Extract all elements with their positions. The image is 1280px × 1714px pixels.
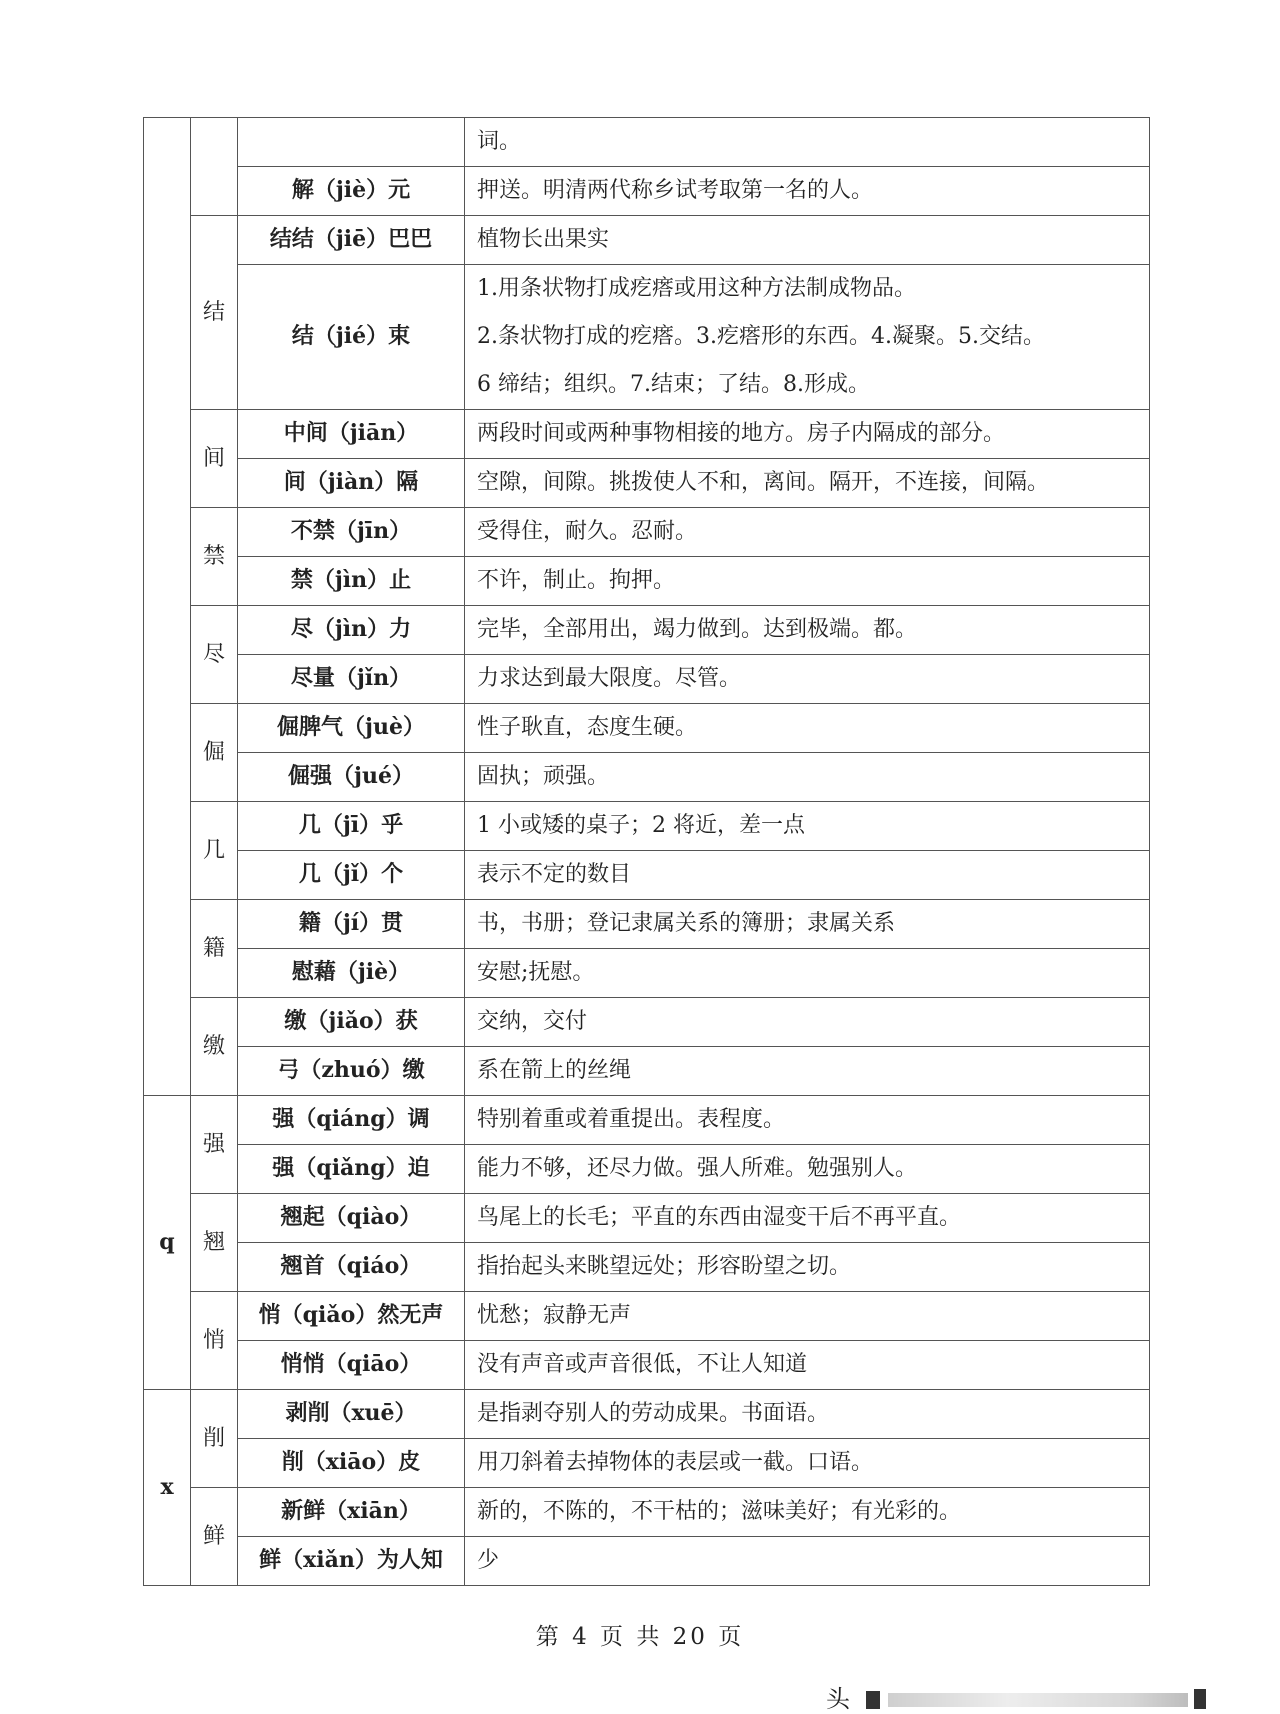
char-cell: 结 [191,216,238,410]
meaning-cell: 性子耿直，态度生硬。 [465,704,1150,753]
watermark-text: 头 [826,1685,850,1713]
char-cell: 强 [191,1096,238,1194]
table-row [144,1096,1150,1145]
word-cell: 倔强（jué） [238,753,465,802]
table-row [144,216,1150,265]
meaning-cell: 少 [465,1537,1150,1586]
meaning-line: 2.条状物打成的疙瘩。3.疙瘩形的东西。4.凝聚。5.交结。 [477,324,1045,349]
meaning-cell: 植物长出果实 [465,216,1150,265]
table-row [144,949,1150,998]
meaning-cell: 忧愁；寂静无声 [465,1292,1150,1341]
meaning-cell: 不许，制止。拘押。 [465,557,1150,606]
word-cell: 新鲜（xiān） [238,1488,465,1537]
meaning-cell: 力求达到最大限度。尽管。 [465,655,1150,704]
word-cell: 几（jǐ）个 [238,851,465,900]
table-row [144,1390,1150,1439]
word-cell: 解（jiè）元 [238,167,465,216]
table-row [144,1145,1150,1194]
word-cell: 倔脾气（juè） [238,704,465,753]
word-cell: 削（xiāo）皮 [238,1439,465,1488]
meaning-cell: 词。 [465,118,1150,167]
word-cell: 不禁（jīn） [238,508,465,557]
word-cell: 悄悄（qiāo） [238,1341,465,1390]
table-row [144,118,1150,167]
table-row [144,1488,1150,1537]
word-cell: 几（jī）乎 [238,802,465,851]
table-row [144,1537,1150,1586]
word-cell: 慰藉（jiè） [238,949,465,998]
page-number: 第 4 页 共 20 页 [535,1624,745,1650]
char-cell: 尽 [191,606,238,704]
char-cell: 翘 [191,1194,238,1292]
char-cell: 鲜 [191,1488,238,1586]
meaning-cell: 新的，不陈的，不干枯的；滋味美好；有光彩的。 [465,1488,1150,1537]
table-row [144,1292,1150,1341]
word-cell: 悄（qiǎo）然无声 [238,1292,465,1341]
table-row [144,1194,1150,1243]
meaning-cell [465,265,1150,410]
meaning-cell: 1 小或矮的桌子；2 将近，差一点 [465,802,1150,851]
word-cell: 籍（jí）贯 [238,900,465,949]
word-cell: 缴（jiǎo）获 [238,998,465,1047]
word-cell: 结（jié）束 [238,265,465,410]
meaning-cell: 固执；顽强。 [465,753,1150,802]
word-cell: 间（jiàn）隔 [238,459,465,508]
meaning-cell: 是指剥夺别人的劳动成果。书面语。 [465,1390,1150,1439]
word-cell: 鲜（xiǎn）为人知 [238,1537,465,1586]
meaning-cell: 系在箭上的丝绳 [465,1047,1150,1096]
meaning-cell: 交纳，交付 [465,998,1150,1047]
table-row [144,167,1150,216]
initial-cell: q [144,1096,191,1390]
table-row [144,1439,1150,1488]
word-cell: 翘首（qiáo） [238,1243,465,1292]
table-row [144,802,1150,851]
meaning-line: 6 缔结；组织。7.结束；了结。8.形成。 [477,372,870,397]
watermark [826,1683,1266,1713]
word-cell: 弓（zhuó）缴 [238,1047,465,1096]
table-row [144,851,1150,900]
table-row [144,410,1150,459]
meaning-cell: 书，书册；登记隶属关系的簿册；隶属关系 [465,900,1150,949]
word-cell: 尽（jìn）力 [238,606,465,655]
table-row [144,1341,1150,1390]
table-row [144,900,1150,949]
table-row [144,508,1150,557]
meaning-cell: 完毕，全部用出，竭力做到。达到极端。都。 [465,606,1150,655]
char-cell: 间 [191,410,238,508]
table-row [144,704,1150,753]
initial-cell [144,118,191,1096]
char-cell: 禁 [191,508,238,606]
vocab-table [143,117,1150,1586]
table-row [144,557,1150,606]
meaning-cell: 表示不定的数目 [465,851,1150,900]
char-cell: 几 [191,802,238,900]
table-row [144,1243,1150,1292]
char-cell [191,118,238,216]
initial-cell: x [144,1390,191,1586]
char-cell: 倔 [191,704,238,802]
table-row [144,265,1150,410]
char-cell: 悄 [191,1292,238,1390]
table-row [144,655,1150,704]
meaning-cell: 空隙，间隙。挑拨使人不和，离间。隔开，不连接，间隔。 [465,459,1150,508]
word-cell: 禁（jìn）止 [238,557,465,606]
word-cell: 尽量（jǐn） [238,655,465,704]
table-row [144,606,1150,655]
meaning-cell: 指抬起头来眺望远处；形容盼望之切。 [465,1243,1150,1292]
meaning-cell: 受得住，耐久。忍耐。 [465,508,1150,557]
meaning-cell: 没有声音或声音很低，不让人知道 [465,1341,1150,1390]
table-row [144,753,1150,802]
word-cell [238,118,465,167]
meaning-cell: 能力不够，还尽力做。强人所难。勉强别人。 [465,1145,1150,1194]
char-cell: 籍 [191,900,238,998]
watermark-bar [888,1693,1188,1707]
table-row [144,1047,1150,1096]
watermark-mark [866,1691,880,1709]
word-cell: 强（qiáng）调 [238,1096,465,1145]
word-cell: 中间（jiān） [238,410,465,459]
word-cell: 强（qiǎng）迫 [238,1145,465,1194]
char-cell: 削 [191,1390,238,1488]
word-cell: 翘起（qiào） [238,1194,465,1243]
meaning-cell: 两段时间或两种事物相接的地方。房子内隔成的部分。 [465,410,1150,459]
meaning-cell: 特别着重或着重提出。表程度。 [465,1096,1150,1145]
watermark-mark [1194,1689,1206,1709]
meaning-cell: 安慰;抚慰。 [465,949,1150,998]
meaning-cell: 用刀斜着去掉物体的表层或一截。口语。 [465,1439,1150,1488]
table-row [144,998,1150,1047]
meaning-cell: 鸟尾上的长毛；平直的东西由湿变干后不再平直。 [465,1194,1150,1243]
word-cell: 结结（jiē）巴巴 [238,216,465,265]
table-row [144,459,1150,508]
char-cell: 缴 [191,998,238,1096]
word-cell: 剥削（xuē） [238,1390,465,1439]
meaning-cell: 押送。明清两代称乡试考取第一名的人。 [465,167,1150,216]
meaning-line: 1.用条状物打成疙瘩或用这种方法制成物品。 [477,276,916,301]
